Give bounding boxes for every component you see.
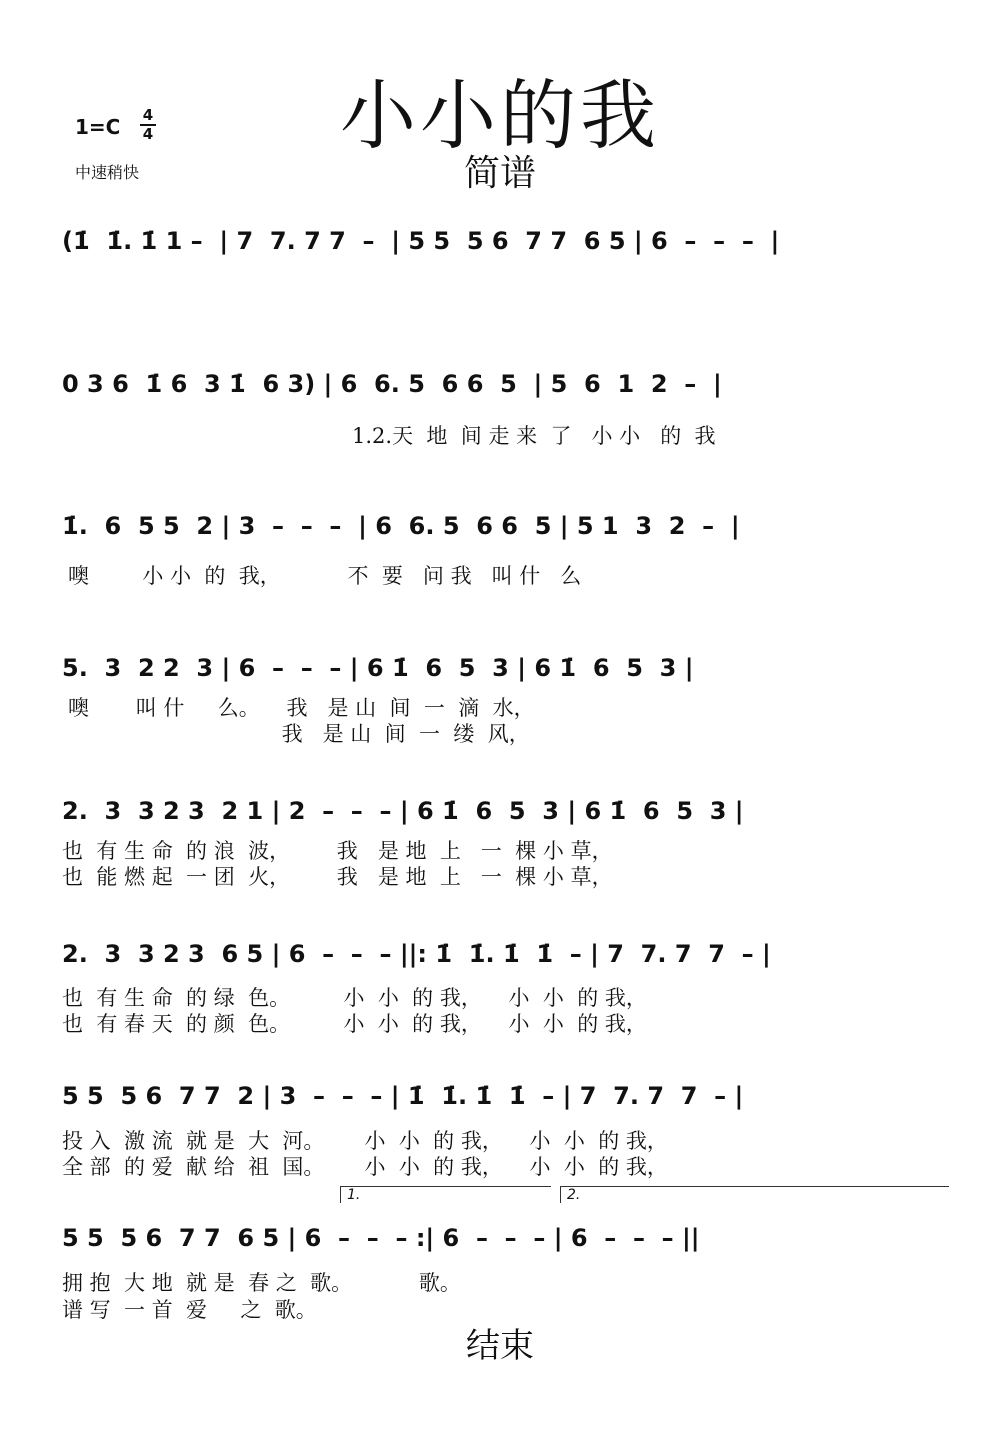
row-6-lyrics-1: 也 有 生 命 的 绿 色。 小 小 的 我， 小 小 的 我， <box>62 986 647 1010</box>
row-7-lyrics-2: 全 部 的 爱 献 给 祖 国。 小 小 的 我， 小 小 的 我， <box>62 1155 668 1179</box>
row-8-notes: 5 5 5 6 7 7 6 5 | 6 – – – :| 6 – – – | 6 – – – || <box>62 1224 700 1252</box>
row-4-notes: 5. 3 2 2 3 | 6 – – – | 6 1̇ 6 5 3 | 6 1̇ 6 5 3 | <box>62 654 694 682</box>
row-8-lyrics-2: 谱 写 一 首 爱 之 歌。 <box>62 1298 317 1322</box>
row-7-lyrics-1: 投 入 激 流 就 是 大 河。 小 小 的 我， 小 小 的 我， <box>62 1129 668 1153</box>
row-5-lyrics-1: 也 有 生 命 的 浪 波， 我 是 地 上 一 棵 小 草， <box>62 839 613 863</box>
time-signature-bottom: 4 <box>140 124 156 143</box>
row-6-lyrics-2: 也 有 春 天 的 颜 色。 小 小 的 我， 小 小 的 我， <box>62 1012 647 1036</box>
row-1-notes: (1̇ 1̇. 1̇ 1 – | 7 7. 7 7 – | 5 5 5 6 7 7 6 5 | 6 – – – | <box>62 227 780 255</box>
row-5-lyrics-2: 也 能 燃 起 一 团 火， 我 是 地 上 一 棵 小 草， <box>62 865 613 889</box>
row-3-lyrics-1: 噢 小 小 的 我， 不 要 问 我 叫 什 么 <box>68 564 582 588</box>
row-3-notes: 1̇. 6 5 5 2 | 3 – – – | 6 6. 5 6 6 5 | 5 1 3 2 – | <box>62 512 740 540</box>
row-6-notes: 2. 3 3 2 3 6 5 | 6 – – – ||: 1̇ 1̇. 1̇ 1̇ – | 7 7. 7 7 – | <box>62 940 771 968</box>
first-ending-bracket: 1. <box>340 1186 551 1203</box>
tempo-marking: 中速稍快 <box>75 163 140 182</box>
end-label: 结束 <box>466 1326 534 1366</box>
row-2-lyrics-1: 1.2.天 地 间 走 来 了 小 小 的 我 <box>352 424 716 448</box>
second-ending-bracket: 2. <box>560 1186 949 1203</box>
subtitle: 简谱 <box>463 153 536 194</box>
row-4-lyrics-1: 噢 叫 什 么。 我 是 山 间 一 滴 水， <box>68 696 535 720</box>
row-8-lyrics-1: 拥 抱 大 地 就 是 春 之 歌。 歌。 <box>62 1271 461 1295</box>
row-5-notes: 2. 3 3 2 3 2 1 | 2 – – – | 6 1̇ 6 5 3 | 6 1̇ 6 5 3 | <box>62 797 744 825</box>
time-signature-top: 4 <box>142 106 154 124</box>
song-title: 小小的我 <box>340 71 660 160</box>
row-2-notes: 0 3 6 1̇ 6 3 1̇ 6 3) | 6 6. 5 6 6 5 | 5 6 1 2 – | <box>62 370 722 398</box>
row-4-lyrics-2: 我 是 山 间 一 缕 风， <box>68 722 530 746</box>
row-7-notes: 5 5 5 6 7 7 2 | 3 – – – | 1̇ 1̇. 1̇ 1̇ – | 7 7. 7 7 – | <box>62 1082 744 1110</box>
key-signature: 1=C <box>75 115 121 139</box>
time-signature <box>140 107 156 143</box>
